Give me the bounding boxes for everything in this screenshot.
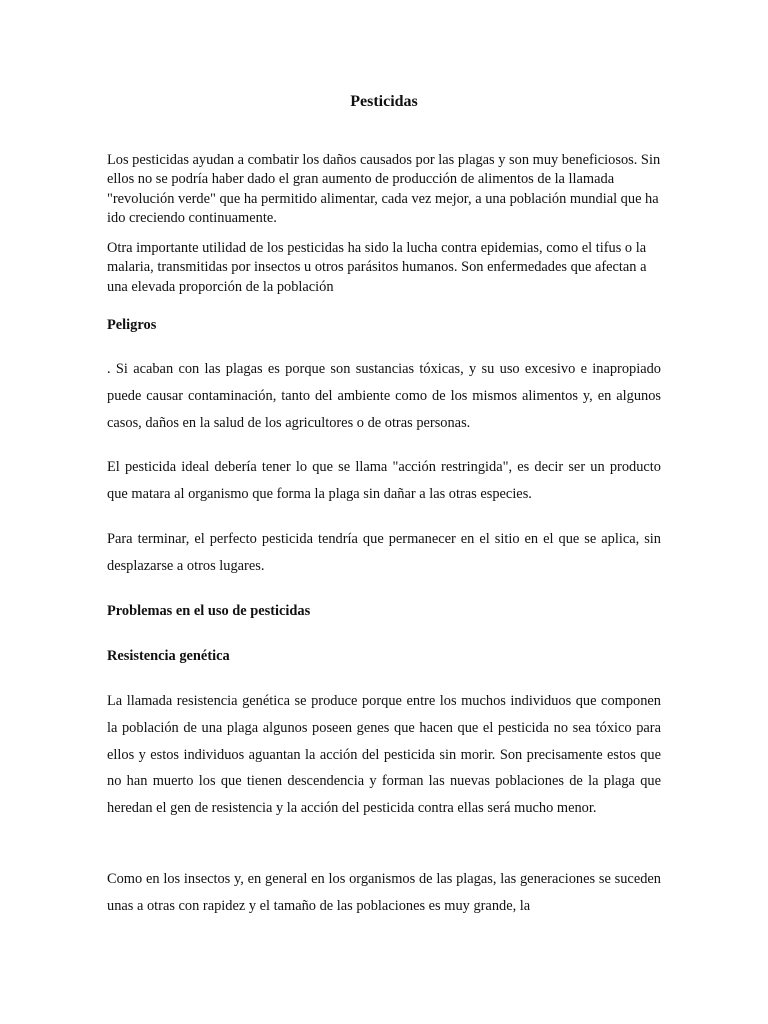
heading-problemas: Problemas en el uso de pesticidas [107, 603, 311, 619]
peligros-paragraph-3: Para terminar, el perfecto pesticida tendría que permanecer en el sitio en el que se aplica, sin desplazarse a otros lugares. [107, 531, 661, 574]
resistencia-paragraph-1: La llamada resistencia genética se produce porque entre los muchos individuos que componen la población de una plaga algunos poseen genes que hacen que el pesticida no sea tóxico para ellos y estos individuos aguantan la acción del pesticida sin morir. Son precisamente estos que no han muerto los que tienen descendencia y forman las nuevas poblaciones de la plaga que heredan el gen de resistencia y la acción del pesticida contra ellas será mucho menor. [107, 693, 661, 817]
intro-paragraph-2: Otra importante utilidad de los pesticidas ha sido la lucha contra epidemias, como el tifus o la malaria, transmitidas por insectos u otros parásitos humanos. Son enfermedades que afectan a una elevada proporción de la población [107, 240, 647, 295]
intro-paragraph-1: Los pesticidas ayudan a combatir los daños causados por las plagas y son muy beneficiosos. Sin ellos no se podría haber dado el gran aumento de producción de alimentos de la llamada "revolución verde" que ha permitido alimentar, cada vez mejor, a una población mundial que ha ido creciendo continuamente. [107, 152, 661, 226]
peligros-paragraph-1: . Si acaban con las plagas es porque son sustancias tóxicas, y su uso excesivo e inapropiado puede causar contaminación, tanto del ambiente como de los mismos alimentos y, en algunos casos, daños en la salud de los agricultores o de otras personas. [107, 361, 661, 431]
resistencia-paragraph-2: Como en los insectos y, en general en los organismos de las plagas, las generaciones se suceden unas a otras con rapidez y el tamaño de las poblaciones es muy grande, la [107, 871, 661, 914]
heading-resistencia: Resistencia genética [107, 648, 230, 664]
peligros-paragraph-2: El pesticida ideal debería tener lo que se llama "acción restringida", es decir ser un producto que matara al organismo que forma la plaga sin dañar a las otras especies. [107, 459, 661, 502]
heading-peligros: Peligros [107, 317, 157, 333]
document-title: Pesticidas [350, 93, 418, 110]
